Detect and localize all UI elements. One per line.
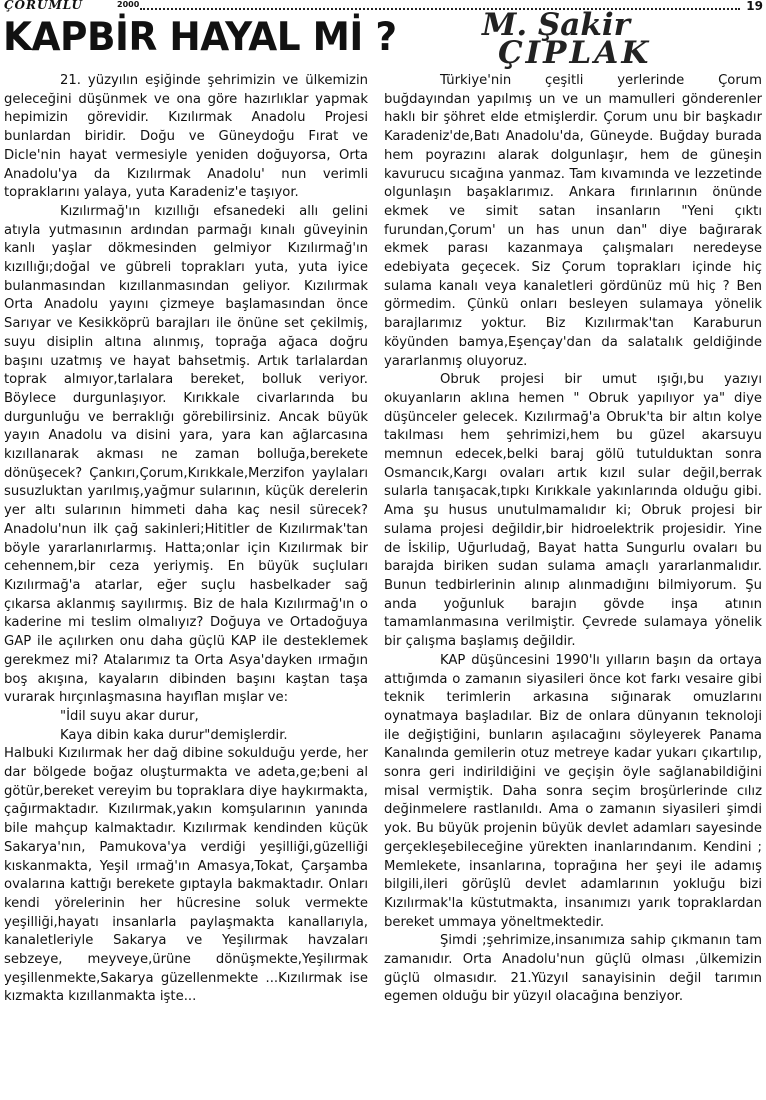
paragraph: Obruk projesi bir umut ışığı,bu yazıyı okuyanların aklına hemen " Obruk yapılıyor ya" diye düşünceler gelecek. Kızılırmağ'a Obruk'ta bir altın kolye takılması hem şehrimizi,hem bu güzel akarsuyu memnun edecek,belki baraj gölü tutulduktan sonra Osmancık,Kargı ovaları artık kızıl sular değil,berrak sularla tanışacak,tıpkı Kırıkkale yakınlarında olduğu gibi. Ama şu husus unutulmamalıdır ki; Obruk projesi bir sulama projesi değildir,bir hidroelektrik projesidir. Yine de İskilip, Uğurludağ, Bayat hatta Sungurlu ovaları bu barajda biriken sudan sulama amaçlı yararlanmalıdır. Bunun tedbirlerinin alınıp alınmadığını bilmiyorum. Şu anda yoğunluk barajın gövde inşa atının tamamlanmasına verilmiştir. Çevrede sulamaya yönelik bir çalışma başlamış değildir. [384, 372, 762, 650]
author-last-name: ÇIPLAK [498, 35, 652, 71]
paragraph: Şimdi ;şehrimize,insanımıza sahip çıkmanın tam zamanıdır. Orta Anadolu'nun güçlü olması ,ülkemizin güçlü olmasıdır. 21.Yüzyıl sanayisinin değil tarımın egemen olduğu bir yüzyıl olacağına benziyor. [384, 933, 762, 1005]
right-column [384, 72, 762, 1096]
page-number: 19 [746, 0, 763, 13]
article-title: KAPBİR HAYAL Mİ ? [3, 15, 397, 60]
paragraph: Türkiye'nin çeşitli yerlerinde Çorum buğdayından yapılmış un ve un mamulleri gönderenler haklı bir şöhret elde etmişlerdir. Çorum unu bir başkadır Karadeniz'de,Batı Anadolu'da, Güneyde. Buğday burada hem poyrazını alarak dolgunlaşır, hem de güneşin kavurucu sıcağına yanmaz. Tam kıvamında ve lezzetinde olgunlaşın başaklarımız. Ankara fırınlarının önünde ekmek ve simit satan insanların "Yeni çıktı furundan,Çorum' un has unun dan" diye bağırarak ekmek parası kazanmaya çalışmaları neredeyse edebiyata geçecek. Siz Çorum toprakları içinde hiç sulama kanalı veya kanaletleri gördünüz mü hiç ? Ben görmedim. Çünkü onları besleyen sulamaya yönelik barajlarımız yoktur. Biz Kızılırmak'tan Karaburun köyünden bamya,Eşençay'dan da salatalık geldiğinde yararlanmış oluyoruz. [384, 73, 762, 369]
verse-line: "İdil suyu akar durur, [60, 708, 199, 724]
paragraph: 21. yüzyılın eşiğinde şehrimizin ve ülkemizin geleceğini düşünmek ve ona göre hazırlıklar yapmak hepimizin görevidir. Kızılırmak Anadolu Projesi bunlardan biridir. Doğu ve Güneydoğu Fırat ve Dicle'nin hayat vermesiyle yeniden doğuyorsa, Orta Anadolu'ya da Kızılırmak Anadolu' nun verimli topraklarını yalaya, yuta Karadeniz'e taşıyor. [4, 73, 368, 201]
paragraph: Halbuki Kızılırmak her dağ dibine sokulduğu yerde, her dar bölgede boğaz oluşturmakta ve adeta,ge;beni al götür,bereket vereyim bu topraklara diye haykırmakta, çağırmaktadır. Kızılırmak,yakın komşularının yanında bile mahçup kalmaktadır. Kızılırmak kendinden küçük Sakarya'nın, Pamukova'ya verdiği yeşilliği,güzelliği kıskanmakta, Yeşil ırmağ'ın Amasya,Tokat, Çarşamba ovalarına kattığı berekete gıptayla bakmaktadır. Onları kendi yörelerinin her hücresine soluk vermekte yeşilliği,hayatı insanlarla paylaşmakta kanallarıyla, kanaletleriyle Sakarya ve Yeşilırmak havzaları sebzeye, meyveye,ürüne dönüşmekte,Yeşilırmak yeşillenmekte,Sakarya güzellenmekte ...Kızılırmak ise kızmakta kızıllanmakta işte... [4, 746, 368, 1005]
paragraph: Kızılırmağ'ın kızıllığı efsanedeki allı gelini atıyla yutmasının ardından parmağı kınalı güveyinin kanlı yaşlar dökmesinden gelmiyor Kızılırmağ'ın kızıllığı;doğal ve gübreli toprakları yuta, yuta iyice bulanmasından kızıllanmasından geliyor. Kızılırmak Orta Anadolu yayını çizmeye başlamasından önce Sarıyar ve Kesikköprü barajları ile önüne set çekilmiş, suyu disiplin altına alınmış, toprağa ağaca doğru başını uzatmış ve hayat bahsetmiş. Artık tarlalardan toprak almıyor,tarlalara bereket, bolluk veriyor. Böylece durgunlaşıyor. Kırıkkale civarlarında bu durgunluğu ve berraklığı görebilirsiniz. Ancak büyük yayın Anadolu va disini yara, yara kan ağlarcasına kızıllanarak akması ne zaman bolluğa,berekete dönüşecek? Çankırı,Çorum,Kırıkkale,Merzifon yaylaları susuzluktan yarılmış,yağmur sularının, küçük derelerin yer altı sularının himmeti daha kaç nesil sürecek? Anadolu'nun ilk çağ sakinleri;Hititler de Kızılırmak'tan böyle yararlanırlarmış. Hatta;onlar için Kızılırmak bir cehennem,bir ceza yeriymiş. En büyük suçluları Kızılırmağ'a atarlar, eğer suçlu hasbelkader sağ çıkarsa aklanmış sayılırmış. Biz de hala Kızılırmağ'ın o kaderine mi teslim olmalıyız? Doğuya ve Ortadoğuya GAP ile açılırken onu daha güçlü KAP ile desteklemek gerekmez mi? Atalarımız ta Orta Asya'dayken ırmağın boş akışına, kayaların dibinden başını kaştan taşa vurarak hırçınlaşmasına hayıflan mışlar ve: [4, 203, 368, 706]
header-year: 2000 [117, 0, 140, 9]
paragraph: KAP düşüncesini 1990'lı yılların başın da ortaya attığımda o zamanın siyasileri önce kot farkı vesaire gibi teknik terimlerin arkasına sığınarak omuzlarını oynatmaya başladılar. Biz de onlara dünyanın teknoloji ile değiştiğini, bunların aşılacağını söyleyerek Panama Kanalında gemilerin otuz metreye kadar yukarı çıkartılıp, sonra geri indirildiğini ve geçişin öyle sağlanabildiğini misal vermiştik. Daha sonra seçim broşürlerinde cılız değinmelere rastlanıldı. Ama o zamanın siyasileri şimdi yok. Bu büyük projenin büyük devlet adamları sayesinde gerçekleşebileceğine yürekten inanlarındanım. Kendini ; Memlekete, insanlarına, toprağına her şeyi ile adamış bilgili,ileri görüşlü devlet adamlarının yokluğu bizi Kızılırmak'la küstutmakta, insanımızı yarık topraklardan bereket ummaya yöneltmektedir. [384, 652, 762, 930]
left-column [4, 72, 368, 1096]
masthead: ÇORUMLU [4, 0, 83, 12]
author-first-name: M. Şakir [482, 7, 630, 43]
author-byline [468, 7, 760, 71]
verse-line: Kaya dibin kaka durur"demişlerdir. [60, 727, 288, 743]
